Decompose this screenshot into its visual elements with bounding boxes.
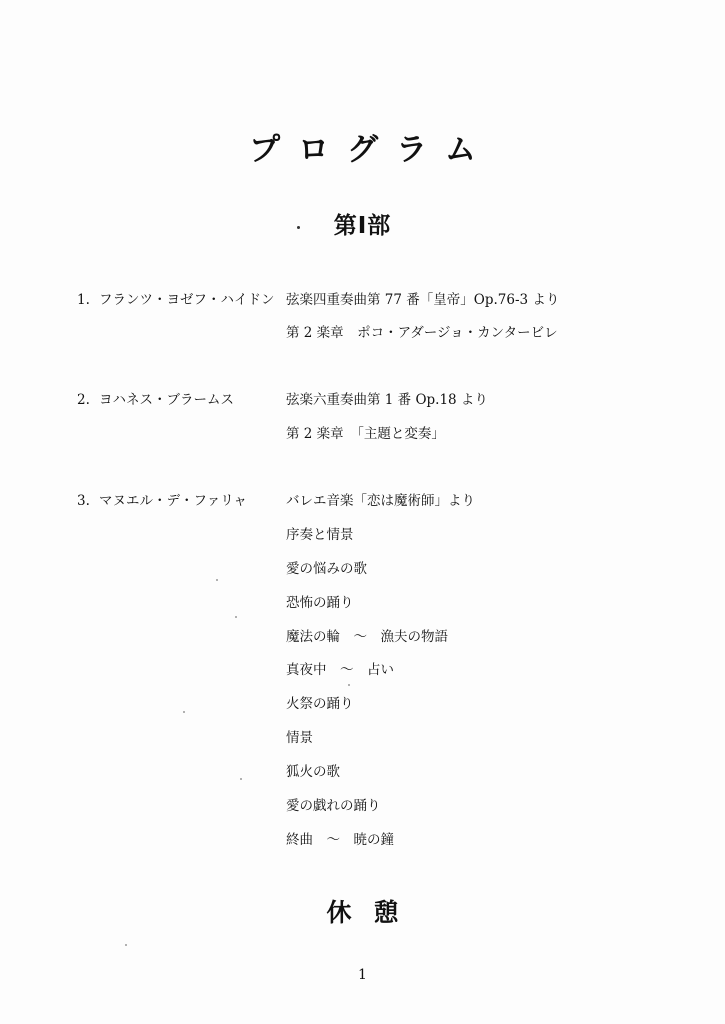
composer-name: マヌエル・デ・ファリャ [99,493,247,509]
movement: 序奏と情景 [286,527,354,543]
movement: 情景 [286,730,313,746]
scan-speck [125,944,127,946]
item-number: 3. [77,493,90,509]
scan-speck [240,778,242,780]
movement: 終曲 ～ 暁の鐘 [286,832,394,848]
movement: 恐怖の踊り [286,595,354,611]
item-number: 1. [77,292,90,308]
composer-name: ヨハネス・ブラームス [99,392,234,408]
work-title: 弦楽六重奏曲第 1 番 Op.18 より [286,392,488,408]
movement: 第 2 楽章 「主題と変奏」 [286,426,445,442]
movement: 魔法の輪 ～ 漁夫の物語 [286,629,448,645]
movement: 火祭の踊り [286,696,354,712]
movement: 愛の悩みの歌 [286,561,367,577]
part-heading: 第Ⅰ部 [333,213,392,239]
movement: 真夜中 ～ 占い [286,662,394,678]
scan-speck [348,684,350,686]
scan-speck [235,616,237,618]
movement: 愛の戯れの踊り [286,798,381,814]
scan-speck [183,711,185,713]
composer [77,288,275,308]
movement: 第 2 楽章 ポコ・アダージョ・カンタービレ [286,325,558,341]
composer [77,489,247,509]
work-title: 弦楽四重奏曲第 77 番「皇帝」Op.76-3 より [286,292,560,308]
composer-name: フランツ・ヨゼフ・ハイドン [99,292,275,308]
movement: 狐火の歌 [286,764,340,780]
composer [77,388,234,408]
page-title: プログラム [249,132,494,168]
intermission-heading: 休憩 [326,898,421,927]
work-title: バレエ音楽「恋は魔術師」より [286,493,475,509]
page-number: 1 [358,967,367,983]
scan-speck [216,579,218,581]
item-number: 2. [77,392,90,408]
